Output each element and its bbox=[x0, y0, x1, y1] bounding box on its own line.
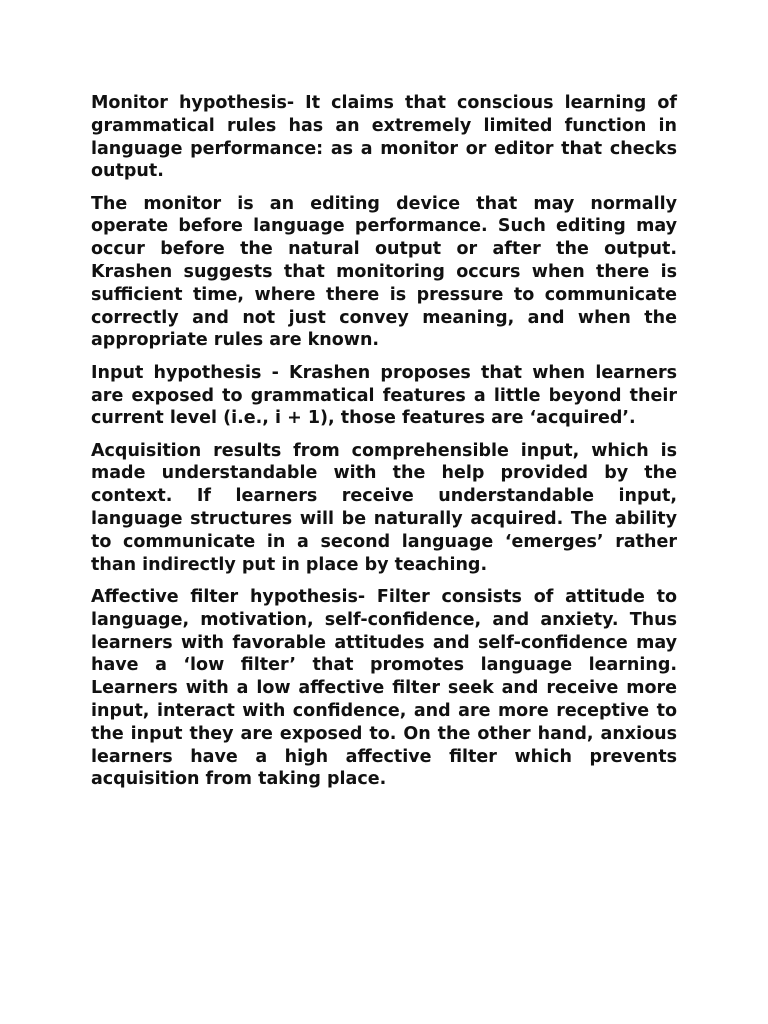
paragraph-input-hypothesis: Input hypothesis - Krashen proposes that when learners are exposed to grammatical features a little beyond their current level (i.e., i + 1), those features are ‘acquired’. bbox=[91, 362, 677, 429]
document-page bbox=[91, 92, 677, 801]
paragraph-acquisition: Acquisition results from comprehensible input, which is made understandable with the help provided by the context. If learners receive understandable input, language structures will be naturally acquired. The ability to communicate in a second language ‘emerges’ rather than indirectly put in place by teaching. bbox=[91, 440, 677, 575]
paragraph-affective-filter: Affective filter hypothesis- Filter consists of attitude to language, motivation, self-confidence, and anxiety. Thus learners with favorable attitudes and self-confidence may have a ‘low filter’ that promotes language learning. Learners with a low affective filter seek and receive more input, interact with confidence, and are more receptive to the input they are exposed to. On the other hand, anxious learners have a high affective filter which prevents acquisition from taking place. bbox=[91, 586, 677, 790]
paragraph-monitor-hypothesis: Monitor hypothesis- It claims that conscious learning of grammatical rules has an extremely limited function in language performance: as a monitor or editor that checks output. bbox=[91, 93, 677, 182]
paragraph-monitor-editing: The monitor is an editing device that may normally operate before language performance. Such editing may occur before the natural output or after the output. Krashen suggests that monitoring occurs when there is sufficient time, where there is pressure to communicate correctly and not just convey meaning, and when the appropriate rules are known. bbox=[91, 193, 677, 351]
